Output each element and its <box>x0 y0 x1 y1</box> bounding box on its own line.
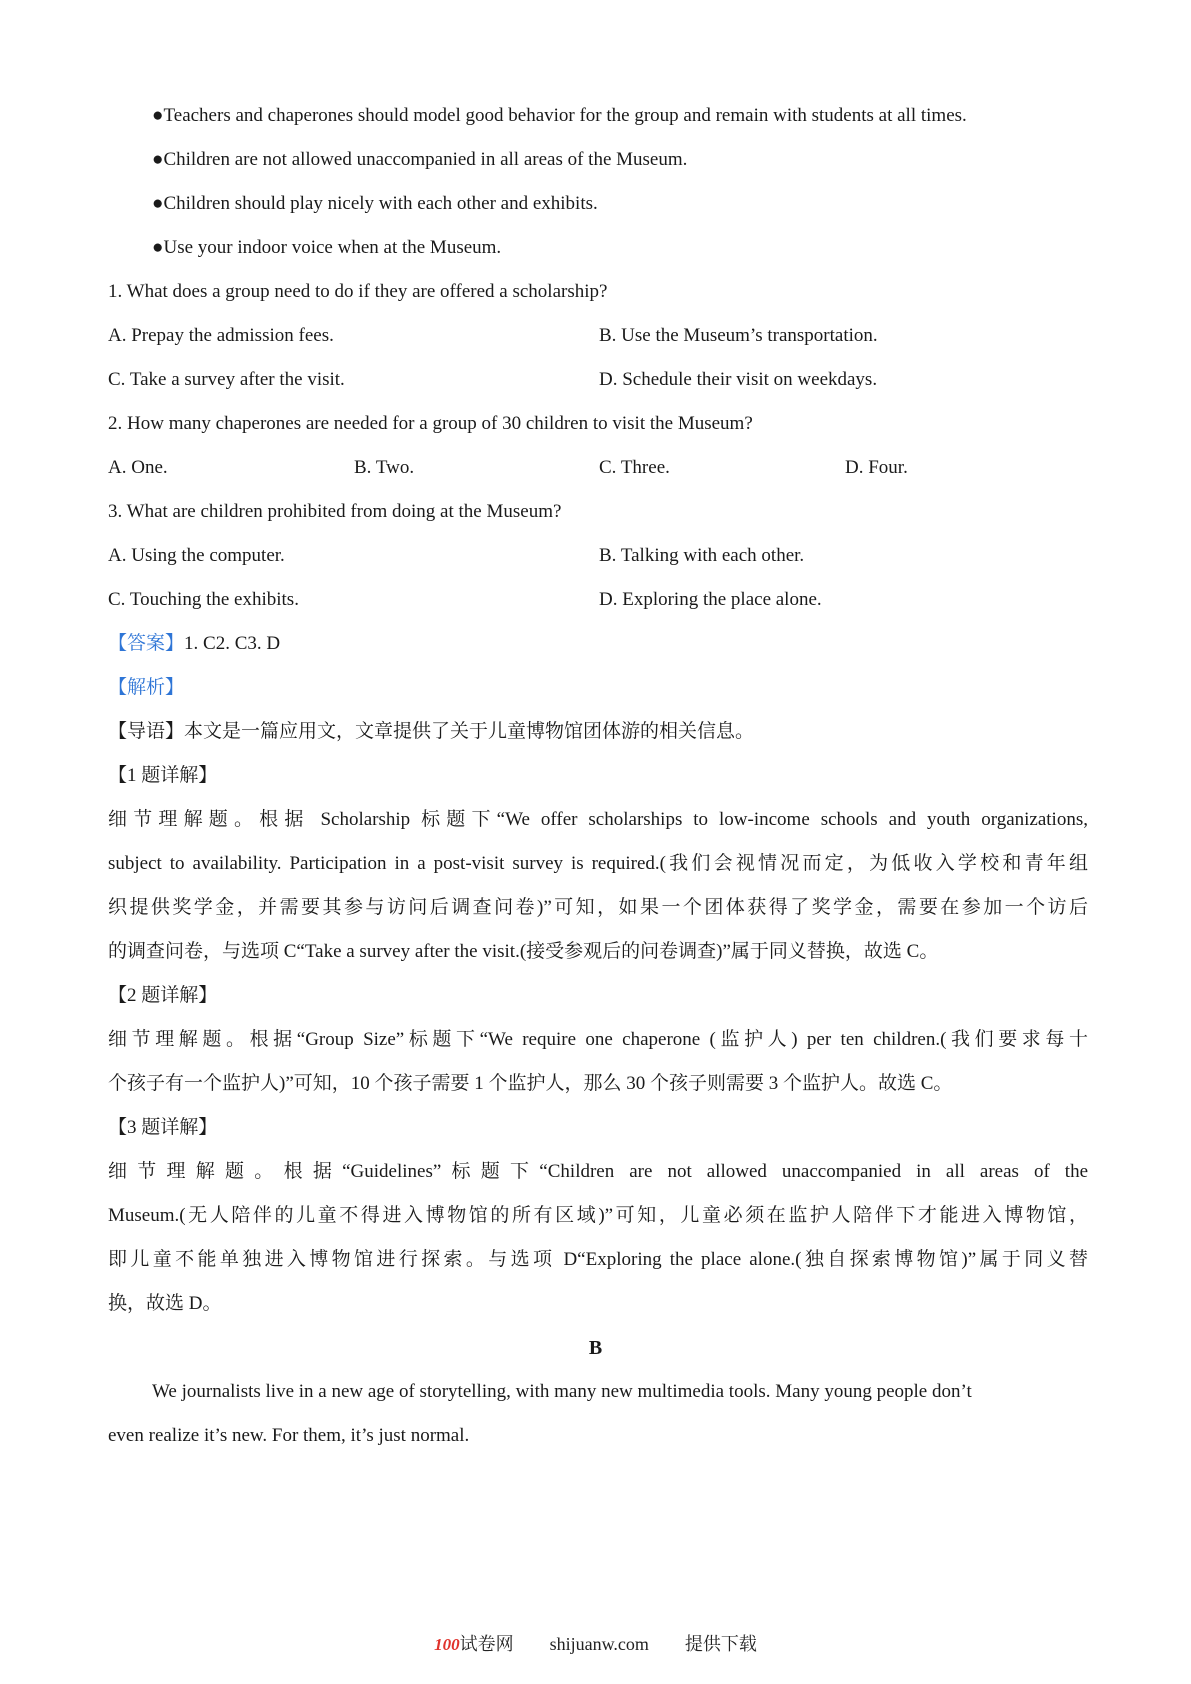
analysis-label: 【解析】 <box>108 677 185 698</box>
detail-3-heading: 【3 题详解】 <box>108 1117 218 1138</box>
guideline-item: ●Teachers and chaperones should model good behavior for the group and remain with students at all times. <box>152 105 967 126</box>
site-name: 试卷网 <box>459 1634 514 1654</box>
intro-text: 【导语】本文是一篇应用文，文章提供了关于儿童博物馆团体游的相关信息。 <box>108 721 755 742</box>
site-logo: 100 <box>434 1635 460 1654</box>
question-2-stem: 2. How many chaperones are needed for a group of 30 children to visit the Museum? <box>108 413 753 434</box>
footer-tagline: 提供下载 <box>684 1634 757 1654</box>
page-footer <box>0 1630 1191 1656</box>
question-1-option-b: B. Use the Museum’s transportation. <box>599 325 878 346</box>
question-3-option-d: D. Exploring the place alone. <box>599 589 822 610</box>
site-domain[interactable]: shijuanw.com <box>549 1634 649 1654</box>
detail-1-heading: 【1 题详解】 <box>108 765 218 786</box>
answer-1: 1. C <box>184 633 216 654</box>
detail-3-line: Museum.(无人陪伴的儿童不得进入博物馆的所有区域)”可知，儿童必须在监护人陪伴下才能进入博物馆， <box>108 1205 1088 1226</box>
answer-label: 【答案】 <box>108 633 185 654</box>
detail-1-line: 的调查问卷，与选项 C“Take a survey after the visit.(接受参观后的问卷调查)”属于同义替换，故选 C。 <box>108 941 939 962</box>
section-b-heading: B <box>588 1337 603 1359</box>
question-3-option-c: C. Touching the exhibits. <box>108 589 299 610</box>
detail-2-line: 个孩子有一个监护人)”可知，10 个孩子需要 1 个监护人，那么 30 个孩子则需要 3 个监护人。故选 C。 <box>108 1073 953 1094</box>
detail-3-line: 即儿童不能单独进入博物馆进行探索。与选项 D“Exploring the place alone.(独自探索博物馆)”属于同义替 <box>108 1249 1088 1270</box>
question-2-option-b: B. Two. <box>354 457 415 478</box>
question-3-option-a: A. Using the computer. <box>108 545 285 566</box>
detail-1-line: 织提供奖学金，并需要其参与访问后调查问卷)”可知，如果一个团体获得了奖学金，需要在参加一个访后 <box>108 897 1088 918</box>
answer-2: 2. C <box>215 633 248 654</box>
passage-b-line: We journalists live in a new age of storytelling, with many new multimedia tools. Many young people don’t <box>152 1381 972 1402</box>
detail-3-line: 换，故选 D。 <box>108 1293 222 1314</box>
guideline-item: ●Children should play nicely with each other and exhibits. <box>152 193 598 214</box>
question-1-option-c: C. Take a survey after the visit. <box>108 369 345 390</box>
detail-1-line: 细节理解题。根据 Scholarship 标题下“We offer scholarships to low-income schools and youth organizations, <box>108 809 1088 830</box>
question-3-stem: 3. What are children prohibited from doing at the Museum? <box>108 501 562 522</box>
question-2-option-d: D. Four. <box>845 457 908 478</box>
question-2-option-c: C. Three. <box>599 457 670 478</box>
question-1-option-a: A. Prepay the admission fees. <box>108 325 334 346</box>
guideline-item: ●Use your indoor voice when at the Museum. <box>152 237 502 258</box>
question-1-option-d: D. Schedule their visit on weekdays. <box>599 369 878 390</box>
detail-3-line: 细节理解题。根据“Guidelines”标题下“Children are not allowed unaccompanied in all areas of the <box>108 1161 1088 1182</box>
answer-line <box>108 632 280 656</box>
question-1-stem: 1. What does a group need to do if they are offered a scholarship? <box>108 281 608 302</box>
passage-b-line: even realize it’s new. For them, it’s just normal. <box>108 1425 470 1446</box>
question-2-option-a: A. One. <box>108 457 168 478</box>
guideline-item: ●Children are not allowed unaccompanied in all areas of the Museum. <box>152 149 688 170</box>
detail-2-line: 细节理解题。根据“Group Size”标题下“We require one chaperone (监护人) per ten children.(我们要求每十 <box>108 1029 1088 1050</box>
question-3-option-b: B. Talking with each other. <box>599 545 805 566</box>
detail-2-heading: 【2 题详解】 <box>108 985 218 1006</box>
answer-3: 3. D <box>247 633 281 654</box>
detail-1-line: subject to availability. Participation in a post-visit survey is required.(我们会视情况而定，为低收入学校和青年组 <box>108 853 1088 874</box>
